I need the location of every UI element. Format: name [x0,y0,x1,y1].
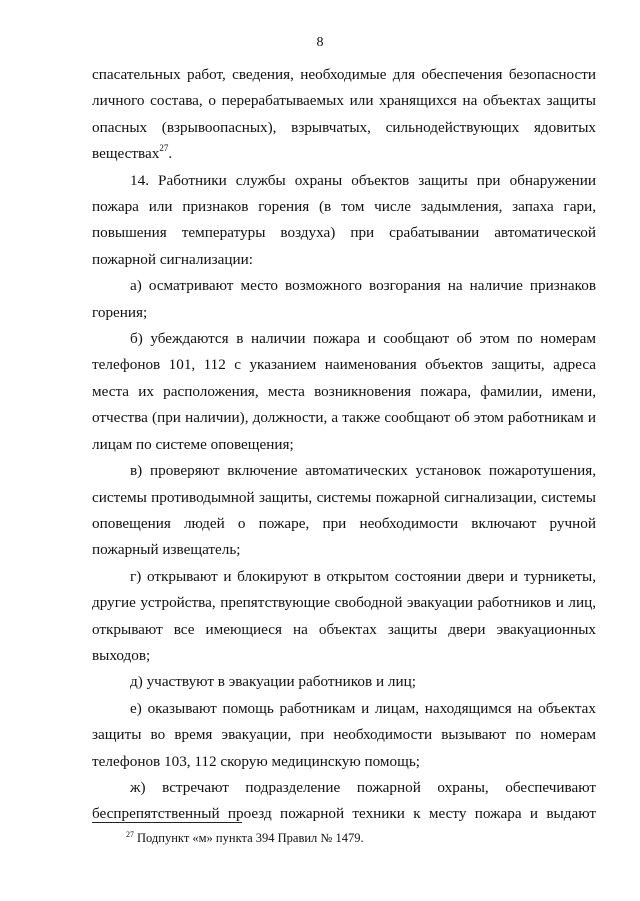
paragraph-d: д) участвуют в эвакуации работников и лиц; [130,673,416,691]
page-number: 8 [316,35,324,50]
footnote-marker: 27 [126,830,134,839]
paragraph-zh: ж) встречают подразделение пожарной охраны, обеспечивают беспрепятственный проезд пожарной техники к месту пожара и выдают [92,778,596,823]
footnote-text: Подпункт «м» пункта 394 Правил № 1479. [137,831,364,846]
footnote-separator [92,822,242,823]
paragraph-v: в) проверяют включение автоматических установок пожаротушения, системы противодымной защиты, системы пожарной сигнализации, системы оповещения людей о пожаре, при необходимости включают ручной пожарный извещатель; [92,462,596,559]
paragraph-tail: . [168,145,173,163]
paragraph-continuation [92,62,596,168]
footnote-reference: 27 [159,143,169,154]
paragraph-e: е) оказывают помощь работникам и лицам, находящимся на объектах защиты во время эвакуации, при необходимости вызывают по номерам телефонов 103, 112 скорую медицинскую помощь; [92,699,596,770]
paragraph-14: 14. Работники службы охраны объектов защиты при обнаружении пожара или признаков горения (в том числе задымления, запаха гари, повышения температуры воздуха) при срабатывании автоматической пожарной сигнализации: [92,171,596,268]
paragraph-g: г) открывают и блокируют в открытом состоянии двери и турникеты, другие устройства, препятствующие свободной эвакуации работников и лиц, открывают все имеющиеся на объектах защиты двери эвакуационных выходов; [92,567,596,664]
paragraph-a: а) осматривают место возможного возгорания на наличие признаков горения; [92,277,596,321]
paragraph-b: б) убеждаются в наличии пожара и сообщают об этом по номерам телефонов 101, 112 с указанием наименования объектов защиты, адреса места их расположения, места возникновения пожара, фамилии, имени, отчества (при наличии), должности, а также сообщают об этом работникам и лицам по системе оповещения; [92,330,596,453]
paragraph-text: спасательных работ, сведения, необходимые для обеспечения безопасности личного состава, о перерабатываемых или хранящихся на объектах защиты опасных (взрывоопасных), взрывчатых, сильнодействующих ядовитых веществах [92,66,596,163]
body-text [92,62,596,828]
footnote [126,827,364,846]
